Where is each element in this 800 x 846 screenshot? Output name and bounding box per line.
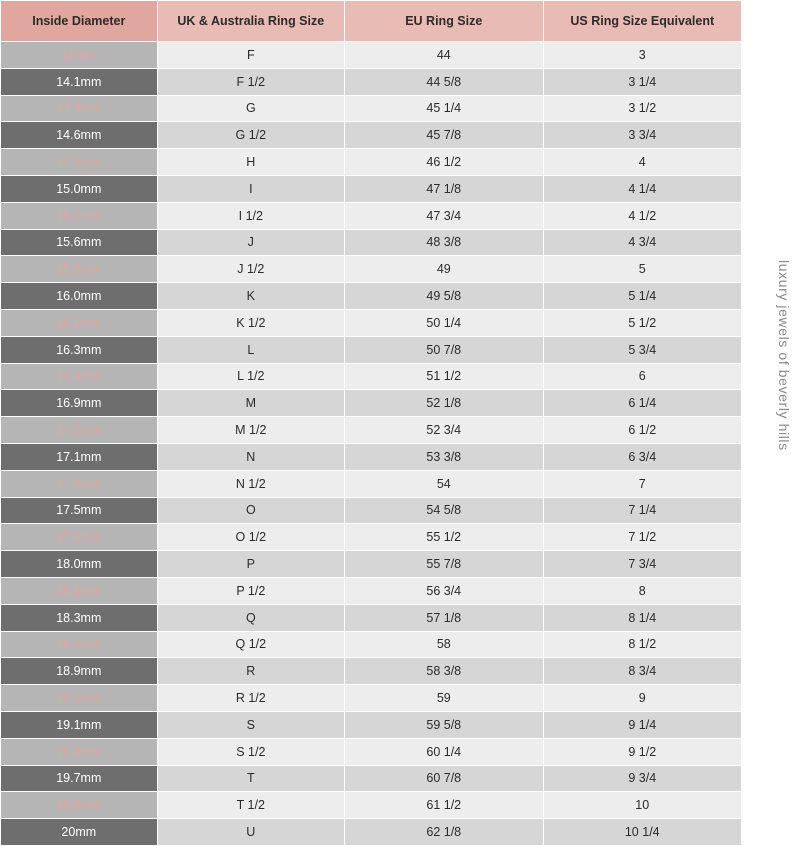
cell-eu-size: 44 5/8 [345, 68, 543, 95]
cell-eu-size: 54 5/8 [345, 497, 543, 524]
table-row [1, 470, 742, 497]
cell-uk-australia-size: Q 1/2 [157, 631, 344, 658]
cell-eu-size: 46 1/2 [345, 149, 543, 176]
cell-inside-diameter: 16.1mm [1, 309, 158, 336]
table-row [1, 497, 742, 524]
cell-us-size: 7 1/2 [543, 524, 742, 551]
cell-uk-australia-size: O 1/2 [157, 524, 344, 551]
cell-inside-diameter: 14.1mm [1, 68, 158, 95]
cell-eu-size: 47 1/8 [345, 175, 543, 202]
cell-us-size: 4 3/4 [543, 229, 742, 256]
cell-eu-size: 61 1/2 [345, 792, 543, 819]
table-row [1, 68, 742, 95]
cell-inside-diameter: 17.9mm [1, 524, 158, 551]
cell-us-size: 7 [543, 470, 742, 497]
brand-label: luxury jewels of beverly hills [776, 260, 792, 451]
cell-eu-size: 60 7/8 [345, 765, 543, 792]
cell-inside-diameter: 18.9mm [1, 658, 158, 685]
cell-uk-australia-size: J [157, 229, 344, 256]
cell-us-size: 3 1/2 [543, 95, 742, 122]
cell-uk-australia-size: M [157, 390, 344, 417]
cell-eu-size: 62 1/8 [345, 819, 543, 846]
table-row [1, 390, 742, 417]
table-row [1, 175, 742, 202]
cell-eu-size: 57 1/8 [345, 604, 543, 631]
cell-eu-size: 50 7/8 [345, 336, 543, 363]
cell-uk-australia-size: Q [157, 604, 344, 631]
table-row [1, 443, 742, 470]
cell-us-size: 10 1/4 [543, 819, 742, 846]
cell-inside-diameter: 14mm [1, 42, 158, 69]
table-row [1, 631, 742, 658]
cell-us-size: 7 3/4 [543, 551, 742, 578]
cell-uk-australia-size: L 1/2 [157, 363, 344, 390]
cell-eu-size: 55 7/8 [345, 551, 543, 578]
table-row [1, 738, 742, 765]
cell-eu-size: 44 [345, 42, 543, 69]
cell-us-size: 5 [543, 256, 742, 283]
table-row [1, 711, 742, 738]
table-row [1, 229, 742, 256]
cell-eu-size: 49 [345, 256, 543, 283]
column-header-us: US Ring Size Equivalent [543, 1, 742, 42]
cell-us-size: 9 3/4 [543, 765, 742, 792]
table-header-row [1, 1, 742, 42]
table-row [1, 765, 742, 792]
cell-uk-australia-size: I 1/2 [157, 202, 344, 229]
cell-eu-size: 45 7/8 [345, 122, 543, 149]
cell-us-size: 5 1/2 [543, 309, 742, 336]
cell-uk-australia-size: L [157, 336, 344, 363]
table-row [1, 551, 742, 578]
cell-eu-size: 47 3/4 [345, 202, 543, 229]
cell-eu-size: 60 1/4 [345, 738, 543, 765]
cell-inside-diameter: 19.0mm [1, 685, 158, 712]
cell-us-size: 3 [543, 42, 742, 69]
cell-eu-size: 52 3/4 [345, 417, 543, 444]
cell-us-size: 8 1/4 [543, 604, 742, 631]
cell-uk-australia-size: K [157, 283, 344, 310]
cell-uk-australia-size: J 1/2 [157, 256, 344, 283]
cell-us-size: 6 1/4 [543, 390, 742, 417]
cell-eu-size: 58 3/8 [345, 658, 543, 685]
cell-eu-size: 51 1/2 [345, 363, 543, 390]
cell-inside-diameter: 14.6mm [1, 122, 158, 149]
table-row [1, 256, 742, 283]
cell-inside-diameter: 16.4mm [1, 363, 158, 390]
cell-us-size: 6 1/2 [543, 417, 742, 444]
table-row [1, 792, 742, 819]
cell-inside-diameter: 16.9mm [1, 390, 158, 417]
column-header-inside-diameter: Inside Diameter [1, 1, 158, 42]
table-row [1, 309, 742, 336]
column-header-eu: EU Ring Size [345, 1, 543, 42]
cell-us-size: 3 3/4 [543, 122, 742, 149]
cell-inside-diameter: 14.4mm [1, 95, 158, 122]
table-row [1, 42, 742, 69]
cell-us-size: 10 [543, 792, 742, 819]
cell-us-size: 8 1/2 [543, 631, 742, 658]
cell-us-size: 9 [543, 685, 742, 712]
table-row [1, 417, 742, 444]
cell-inside-diameter: 17.2mm [1, 470, 158, 497]
cell-us-size: 6 [543, 363, 742, 390]
cell-uk-australia-size: N 1/2 [157, 470, 344, 497]
cell-us-size: 4 [543, 149, 742, 176]
cell-us-size: 5 3/4 [543, 336, 742, 363]
cell-us-size: 6 3/4 [543, 443, 742, 470]
cell-eu-size: 53 3/8 [345, 443, 543, 470]
cell-eu-size: 45 1/4 [345, 95, 543, 122]
table-row [1, 283, 742, 310]
cell-uk-australia-size: N [157, 443, 344, 470]
cell-us-size: 8 3/4 [543, 658, 742, 685]
cell-eu-size: 50 1/4 [345, 309, 543, 336]
cell-inside-diameter: 20mm [1, 819, 158, 846]
cell-us-size: 9 1/4 [543, 711, 742, 738]
cell-us-size: 9 1/2 [543, 738, 742, 765]
cell-eu-size: 55 1/2 [345, 524, 543, 551]
cell-uk-australia-size: F 1/2 [157, 68, 344, 95]
table-row [1, 122, 742, 149]
table-row [1, 336, 742, 363]
cell-us-size: 4 1/2 [543, 202, 742, 229]
table-row [1, 95, 742, 122]
cell-inside-diameter: 15.6mm [1, 229, 158, 256]
cell-uk-australia-size: F [157, 42, 344, 69]
cell-us-size: 5 1/4 [543, 283, 742, 310]
table-body [1, 42, 742, 846]
cell-inside-diameter: 18.6mm [1, 631, 158, 658]
table-row [1, 604, 742, 631]
cell-us-size: 4 1/4 [543, 175, 742, 202]
cell-inside-diameter: 14.9mm [1, 149, 158, 176]
cell-uk-australia-size: T 1/2 [157, 792, 344, 819]
table-row [1, 577, 742, 604]
table-row [1, 202, 742, 229]
table-row [1, 524, 742, 551]
cell-eu-size: 49 5/8 [345, 283, 543, 310]
table-row [1, 819, 742, 846]
cell-us-size: 3 1/4 [543, 68, 742, 95]
cell-inside-diameter: 18.3mm [1, 604, 158, 631]
cell-eu-size: 52 1/8 [345, 390, 543, 417]
cell-eu-size: 54 [345, 470, 543, 497]
cell-us-size: 7 1/4 [543, 497, 742, 524]
table-row [1, 658, 742, 685]
cell-uk-australia-size: P [157, 551, 344, 578]
cell-eu-size: 56 3/4 [345, 577, 543, 604]
cell-inside-diameter: 18.1mm [1, 577, 158, 604]
cell-inside-diameter: 17.0mm [1, 417, 158, 444]
cell-uk-australia-size: I [157, 175, 344, 202]
cell-uk-australia-size: H [157, 149, 344, 176]
cell-uk-australia-size: K 1/2 [157, 309, 344, 336]
cell-uk-australia-size: U [157, 819, 344, 846]
cell-eu-size: 59 [345, 685, 543, 712]
cell-uk-australia-size: R [157, 658, 344, 685]
cell-uk-australia-size: S [157, 711, 344, 738]
table-row [1, 149, 742, 176]
table-row [1, 363, 742, 390]
cell-inside-diameter: 16.0mm [1, 283, 158, 310]
table-row [1, 685, 742, 712]
cell-inside-diameter: 17.1mm [1, 443, 158, 470]
cell-uk-australia-size: G 1/2 [157, 122, 344, 149]
cell-us-size: 8 [543, 577, 742, 604]
cell-inside-diameter: 15.3mm [1, 202, 158, 229]
cell-eu-size: 48 3/8 [345, 229, 543, 256]
cell-inside-diameter: 19.9mm [1, 792, 158, 819]
column-header-uk-australia: UK & Australia Ring Size [157, 1, 344, 42]
cell-uk-australia-size: P 1/2 [157, 577, 344, 604]
cell-uk-australia-size: G [157, 95, 344, 122]
cell-inside-diameter: 18.0mm [1, 551, 158, 578]
cell-uk-australia-size: M 1/2 [157, 417, 344, 444]
cell-eu-size: 59 5/8 [345, 711, 543, 738]
cell-inside-diameter: 19.7mm [1, 765, 158, 792]
cell-inside-diameter: 16.3mm [1, 336, 158, 363]
cell-inside-diameter: 19.1mm [1, 711, 158, 738]
cell-inside-diameter: 15.0mm [1, 175, 158, 202]
cell-inside-diameter: 15.8mm [1, 256, 158, 283]
cell-inside-diameter: 17.5mm [1, 497, 158, 524]
cell-uk-australia-size: S 1/2 [157, 738, 344, 765]
cell-uk-australia-size: T [157, 765, 344, 792]
cell-eu-size: 58 [345, 631, 543, 658]
cell-uk-australia-size: O [157, 497, 344, 524]
cell-uk-australia-size: R 1/2 [157, 685, 344, 712]
table-header [1, 1, 742, 42]
cell-inside-diameter: 19.4mm [1, 738, 158, 765]
